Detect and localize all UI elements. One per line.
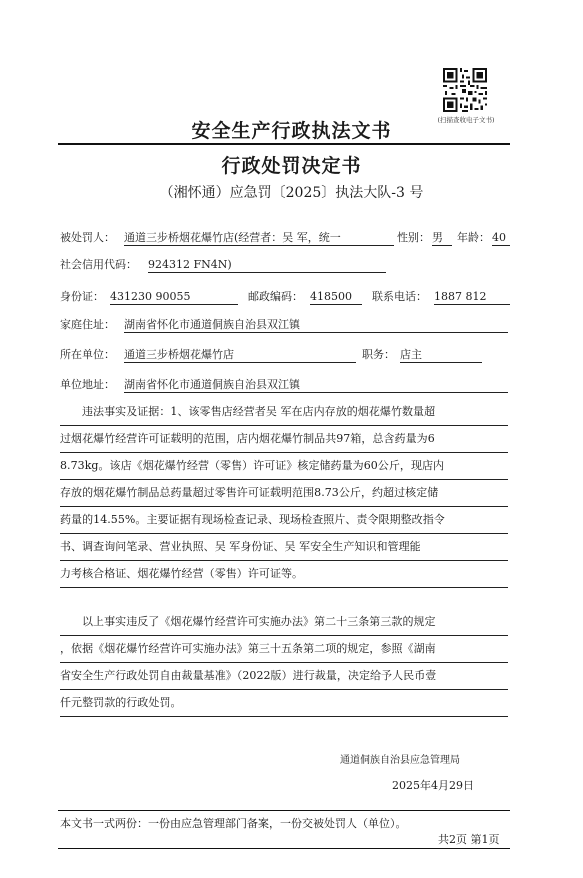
unit-row bbox=[60, 347, 510, 363]
facts-line: 8.73kg。该店《烟花爆竹经营（零售）许可证》核定储药量为60公斤，现店内 bbox=[60, 453, 508, 480]
age-label: 年龄： bbox=[457, 231, 490, 244]
id-row bbox=[60, 289, 510, 305]
credit-value: 924312 FN4N) bbox=[148, 257, 386, 273]
decision-line: 仟元整罚款的行政处罚。 bbox=[60, 690, 508, 717]
postal-value: 418500 bbox=[310, 289, 362, 305]
facts-line: 书、调查询问笔录、营业执照、吴 军身份证、吴 军安全生产知识和管理能 bbox=[60, 534, 508, 561]
party-value: 通道三步桥烟花爆竹店(经营者：吴 军，统一 bbox=[124, 230, 394, 246]
id-label: 身份证： bbox=[60, 290, 104, 303]
phone-label: 联系电话： bbox=[372, 290, 427, 303]
document-category-title: 安全生产行政执法文书 bbox=[191, 120, 392, 142]
party-label: 被处罚人： bbox=[60, 231, 115, 244]
document-title: 行政处罚决定书 bbox=[221, 155, 362, 177]
decision-line: ，依据《烟花爆竹经营许可实施办法》第三十五条第二项的规定，参照《湖南 bbox=[60, 636, 508, 663]
violation-facts-paragraph bbox=[60, 399, 508, 588]
issue-date: 2025年4月29日 bbox=[392, 779, 474, 792]
position-label: 职务： bbox=[362, 348, 395, 361]
postal-label: 邮政编码： bbox=[248, 290, 303, 303]
unit-address-label: 单位地址： bbox=[60, 378, 115, 391]
address-value: 湖南省怀化市通道侗族自治县双江镇 bbox=[124, 317, 508, 333]
unit-label: 所在单位： bbox=[60, 348, 115, 361]
facts-line: 违法事实及证据：1、该零售店经营者吴 军在店内存放的烟花爆竹数量超 bbox=[60, 399, 508, 426]
page-info: 共2页 第1页 bbox=[438, 833, 500, 846]
id-value: 431230 90055 bbox=[110, 289, 238, 305]
age-value: 40 bbox=[492, 230, 510, 246]
qr-caption: (扫描查收电子文书) bbox=[437, 116, 495, 124]
address-label: 家庭住址： bbox=[60, 318, 115, 331]
footer-divider bbox=[58, 810, 510, 811]
party-row bbox=[60, 230, 510, 246]
position-value: 店主 bbox=[400, 347, 482, 363]
unit-address-value: 湖南省怀化市通道侗族自治县双江镇 bbox=[124, 377, 508, 393]
decision-line: 以上事实违反了《烟花爆竹经营许可实施办法》第二十三条第三款的规定 bbox=[60, 609, 508, 636]
unit-value: 通道三步桥烟花爆竹店 bbox=[124, 347, 356, 363]
gender-label: 性别： bbox=[397, 231, 430, 244]
address-row bbox=[60, 317, 510, 333]
footer-bottom-divider bbox=[58, 848, 510, 849]
copies-note: 本文书一式两份：一份由应急管理部门备案，一份交被处罚人（单位）。 bbox=[60, 817, 407, 830]
facts-line: 存放的烟花爆竹制品总药量超过零售许可证载明范围8.73公斤，约超过核定储 bbox=[60, 480, 508, 507]
decision-line: 省安全生产行政处罚自由裁量基准》（2022版）进行裁量，决定给予人民币壹 bbox=[60, 663, 508, 690]
gender-value: 男 bbox=[432, 230, 452, 246]
qr-code-icon bbox=[443, 68, 487, 112]
credit-label: 社会信用代码： bbox=[60, 258, 137, 271]
issuing-authority: 通道侗族自治县应急管理局 bbox=[340, 755, 460, 766]
facts-line: 过烟花爆竹经营许可证载明的范围，店内烟花爆竹制品共97箱，总含药量为6 bbox=[60, 426, 508, 453]
facts-line: 药量的14.55%。主要证据有现场检查记录、现场检查照片、责令限期整改指令 bbox=[60, 507, 508, 534]
decision-paragraph bbox=[60, 609, 508, 717]
credit-row bbox=[60, 257, 510, 273]
unit-address-row bbox=[60, 377, 510, 393]
facts-line: 力考核合格证、烟花爆竹经营（零售）许可证等。 bbox=[60, 561, 508, 588]
title-divider bbox=[58, 143, 510, 145]
document-number: （湘怀通）应急罚〔2025〕执法大队-3 号 bbox=[159, 185, 424, 201]
phone-value: 1887 812 bbox=[434, 289, 510, 305]
